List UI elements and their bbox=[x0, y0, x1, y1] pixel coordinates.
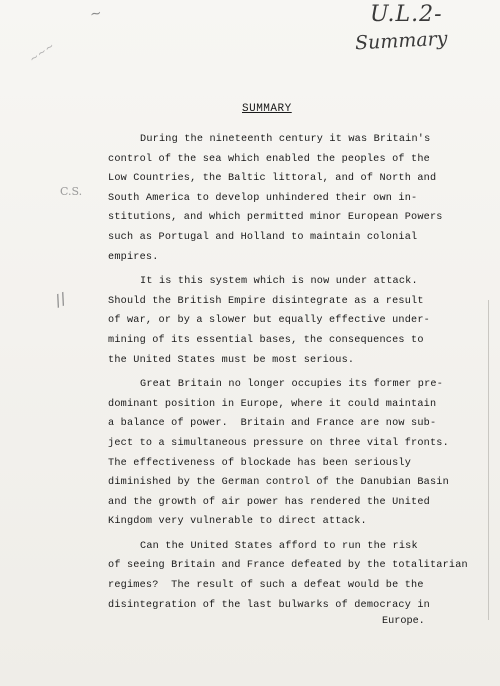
text-line: such as Portugal and Holland to maintain colonial bbox=[108, 231, 418, 243]
text-line: Great Britain no longer occupies its former pre- bbox=[140, 379, 444, 391]
text-line: empires. bbox=[108, 251, 159, 263]
text-line: disintegration of the last bulwarks of democracy in bbox=[108, 599, 430, 611]
text-line: control of the sea which enabled the peoples of the bbox=[108, 153, 430, 165]
document-body bbox=[108, 130, 468, 615]
text-line: regimes? The result of such a defeat would be the bbox=[108, 580, 424, 592]
text-line: During the nineteenth century it was Britain's bbox=[140, 134, 431, 145]
text-line: diminished by the German control of the Danubian Basin bbox=[108, 477, 449, 489]
text-line: and the growth of air power has rendered the United bbox=[108, 496, 430, 508]
page-edge-divider bbox=[488, 300, 489, 620]
closing-word: Europe. bbox=[382, 616, 425, 627]
margin-mark: ~~~ bbox=[26, 39, 57, 66]
text-line: dominant position in Europe, where it could maintain bbox=[108, 398, 437, 410]
page-title: SUMMARY bbox=[242, 103, 292, 115]
handwritten-summary: Summary bbox=[354, 27, 448, 55]
text-line: Can the United States afford to run the risk bbox=[140, 540, 418, 552]
text-line: ject to a simultaneous pressure on three vital fronts. bbox=[108, 437, 449, 449]
margin-mark: ~ bbox=[88, 5, 104, 23]
text-line: Should the British Empire disintegrate as a result bbox=[108, 295, 424, 307]
text-line: Kingdom very vulnerable to direct attack. bbox=[108, 516, 367, 528]
text-line: the United States must be most serious. bbox=[108, 354, 355, 366]
margin-mark: C.S. bbox=[60, 185, 83, 198]
text-line: of war, or by a slower but equally effective under- bbox=[108, 315, 430, 327]
text-line: of seeing Britain and France defeated by the totalitarian bbox=[108, 560, 468, 572]
text-line: mining of its essential bases, the consequences to bbox=[108, 334, 424, 346]
text-line: It is this system which is now under attack. bbox=[140, 276, 418, 288]
text-line: The effectiveness of blockade has been seriously bbox=[108, 457, 412, 469]
text-line: South America to develop unhindered their own in- bbox=[108, 192, 418, 204]
margin-mark: // bbox=[52, 288, 69, 311]
text-line: Low Countries, the Baltic littoral, and of North and bbox=[108, 173, 437, 185]
text-line: stitutions, and which permitted minor European Powers bbox=[108, 212, 443, 224]
handwritten-number: U.L.2- bbox=[370, 2, 443, 27]
text-line: a balance of power. Britain and France are now sub- bbox=[108, 418, 437, 430]
